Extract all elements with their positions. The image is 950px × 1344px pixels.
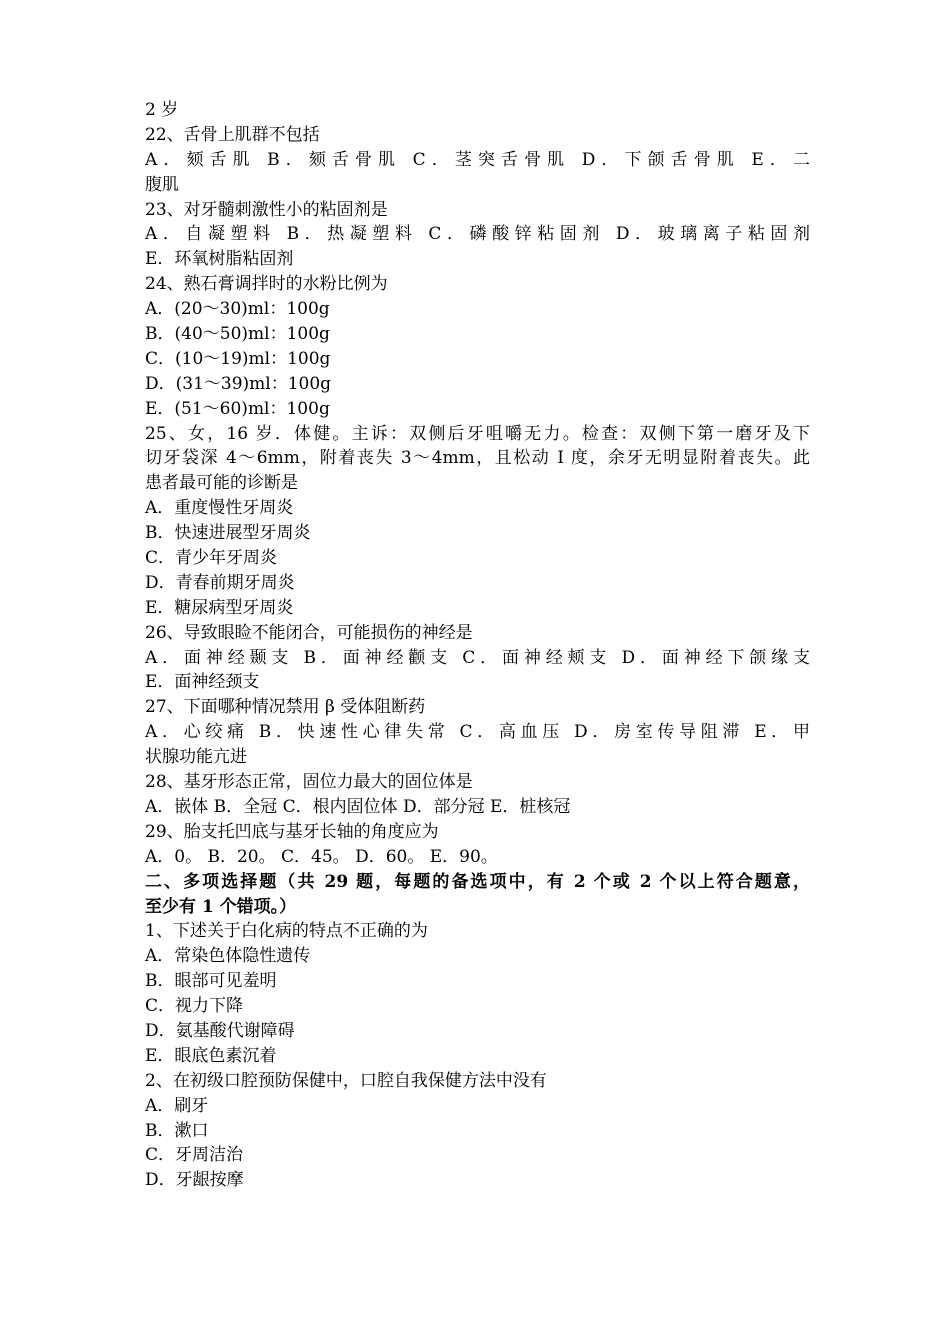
mc-question-1-option-e: E．眼底色素沉着 [145, 1045, 277, 1066]
mc-question-1-option-d: D．氨基酸代谢障碍 [145, 1020, 295, 1041]
question-23-title: 23、对牙髓刺激性小的粘固剂是 [145, 199, 388, 220]
document-page [145, 98, 810, 1193]
mc-question-2-option-a: A．刷牙 [145, 1095, 209, 1116]
mc-question-1-title: 1、下述关于白化病的特点不正确的为 [145, 921, 428, 942]
question-25-option-c: C．青少年牙周炎 [145, 548, 278, 569]
question-24-option-d: D．(31～39)ml：100g [145, 373, 332, 394]
section-heading: 二、多项选择题（共 29 题，每题的备选项中，有 2 个或 2 个以上符合题意， [145, 871, 810, 892]
question-29-options: A．0。 B．20。 C．45。 D．60。 E．90。 [145, 846, 498, 867]
question-26-title: 26、导致眼睑不能闭合，可能损伤的神经是 [145, 622, 473, 643]
text-line: 2 岁 [145, 100, 179, 120]
mc-question-1-option-b: B．眼部可见羞明 [145, 971, 277, 992]
mc-question-2-option-c: C．牙周洁治 [145, 1145, 244, 1166]
question-22-options: A．颏舌肌 B．颏舌骨肌 C．茎突舌骨肌 D．下颌舌骨肌 E．二 [145, 149, 810, 170]
question-24-option-a: A．(20～30)ml：100g [145, 299, 330, 320]
question-25-option-d: D．青春前期牙周炎 [145, 572, 295, 593]
section-heading-cont: 至少有 1 个错项。） [145, 896, 297, 917]
question-27-options: A．心绞痛 B．快速性心律失常 C．高血压 D．房室传导阻滞 E．甲 [145, 722, 810, 743]
question-23-option-e: E．环氧树脂粘固剂 [145, 249, 294, 270]
question-25-option-b: B．快速进展型牙周炎 [145, 523, 311, 544]
text-line: 腹肌 [145, 174, 179, 195]
mc-question-1-option-a: A．常染色体隐性遗传 [145, 946, 311, 967]
question-28-title: 28、基牙形态正常，固位力最大的固位体是 [145, 772, 473, 793]
mc-question-2-option-d: D．牙龈按摩 [145, 1170, 244, 1191]
question-23-options: A．自凝塑料 B．热凝塑料 C．磷酸锌粘固剂 D．玻璃离子粘固剂 [145, 224, 810, 245]
mc-question-2-title: 2、在初级口腔预防保健中，口腔自我保健方法中没有 [145, 1070, 547, 1091]
question-22-title: 22、舌骨上肌群不包括 [145, 124, 320, 145]
question-24-option-b: B．(40～50)ml：100g [145, 324, 330, 345]
mc-question-2-option-b: B．漱口 [145, 1120, 209, 1141]
question-24-option-e: E．(51～60)ml：100g [145, 398, 330, 419]
question-25-title: 25、女，16 岁．体健。主诉：双侧后牙咀嚼无力。检查：双侧下第一磨牙及下 [145, 423, 810, 444]
question-25-option-e: E．糖尿病型牙周炎 [145, 597, 294, 618]
question-26-options: A．面神经颞支 B．面神经颧支 C．面神经颊支 D．面神经下颌缘支 [145, 647, 810, 668]
question-28-options: A．嵌体 B．全冠 C．根内固位体 D．部分冠 E．桩核冠 [145, 796, 571, 817]
question-25-option-a: A．重度慢性牙周炎 [145, 498, 294, 519]
question-24-option-c: C．(10～19)ml：100g [145, 348, 331, 369]
question-26-option-e: E．面神经颈支 [145, 672, 260, 693]
question-27-title: 27、下面哪种情况禁用 β 受体阻断药 [145, 697, 426, 718]
mc-question-1-option-c: C．视力下降 [145, 996, 244, 1017]
question-24-title: 24、熟石膏调拌时的水粉比例为 [145, 274, 388, 295]
question-25-title-cont: 患者最可能的诊断是 [145, 473, 298, 494]
question-25-title-cont: 切牙袋深 4～6mm，附着丧失 3～4mm，且松动 I 度，余牙无明显附着丧失。此 [145, 448, 810, 469]
text-line: 状腺功能亢进 [145, 747, 247, 768]
question-29-title: 29、胎支托凹底与基牙长轴的角度应为 [145, 821, 439, 842]
